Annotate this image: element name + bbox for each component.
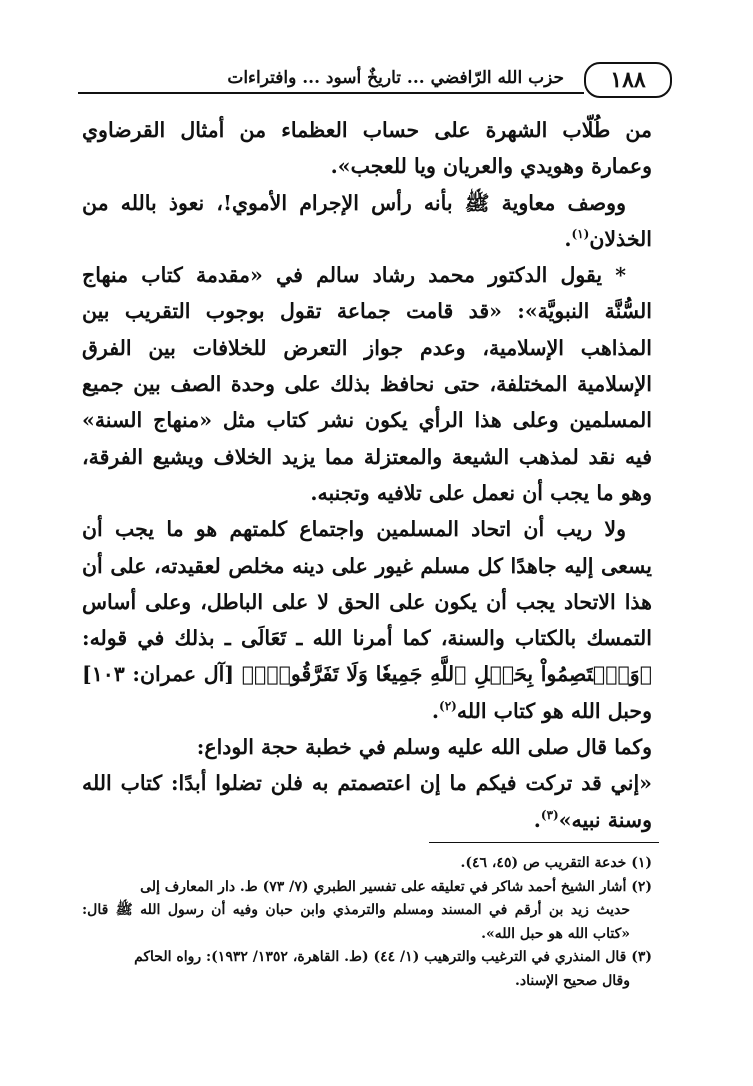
main-text xyxy=(82,112,652,838)
footnote-1: (١) خدعة التقريب ص (٤٥، ٤٦). xyxy=(460,855,652,871)
footnote-3: (٣) قال المنذري في الترغيب والترهيب (١/ ٤٤) (ط. القاهرة، ١٣٥٢/ ١٩٣٢): رواه الحاكم xyxy=(134,949,652,965)
paragraph-6-end: . xyxy=(533,807,541,832)
paragraph-2-end: . xyxy=(564,226,572,251)
footnote-ref-2: (٢) xyxy=(439,698,457,713)
paragraph-4 xyxy=(82,511,652,729)
paragraph-4-end: . xyxy=(431,698,439,723)
paragraph-1: من طُلّاب الشهرة على حساب العظماء من أمثال القرضاوي وعمارة وهويدي والعريان ويا للعجب». xyxy=(82,118,652,179)
paragraph-4-text: ولا ريب أن اتحاد المسلمين واجتماع كلمتهم هو ما يجب أن يسعى إليه جاهدًا كل مسلم غيور على دينه مخلص لعقيدته، على أن هذا الاتحاد يجب أن يكون على الحق لا على الباطل، وعلى أساس التمسك بالكتاب والسنة، كما أمرنا الله ـ تَعَالَى ـ بذلك في قوله: ﴿وَٱعۡتَصِمُواْ بِحَبۡلِ ٱللَّهِ جَمِيعٗا وَلَا تَفَرَّقُواْۚ﴾ [آل عمران: ١٠٣] وحبل الله هو كتاب الله xyxy=(82,517,652,723)
header-rule xyxy=(78,92,584,94)
footnote-ref-1: (١) xyxy=(571,227,590,242)
paragraph-6-text: «إني قد تركت فيكم ما إن اعتصمتم به فلن تضلوا أبدًا: كتاب الله وسنة نبيه» xyxy=(82,771,652,832)
footnote-2: (٢) أشار الشيخ أحمد شاكر في تعليقه على تفسير الطبري (٧/ ٧٣) ط. دار المعارف إلى xyxy=(140,878,652,895)
paragraph-2-text: ووصف معاوية ﷺ بأنه رأس الإجرام الأموي!، نعوذ بالله من الخذلان xyxy=(82,190,652,251)
paragraph-3: * يقول الدكتور محمد رشاد سالم في «مقدمة كتاب منهاج السُّنَّة النبويَّة»: «قد قامت جماعة تقول بوجوب التقريب بين المذاهب الإسلامية، وعدم جواز التعرض للخلافات بين الفرق الإسلامية المختلفة، حتى نحافظ بذلك على وحدة الصف بين جميع المسلمين وعلى هذا الرأي يكون نشر كتاب مثل «منهاج السنة» فيه نقد لمذهب الشيعة والمعتزلة مما يزيد الخلاف ويشيع الفرقة، وهو ما يجب أن نعمل على تلافيه وتجنبه. xyxy=(82,263,652,505)
footnote-3-continuation: وقال صحيح الإسناد. xyxy=(514,972,630,989)
footnote-separator xyxy=(429,842,659,843)
paragraph-5: وكما قال صلى الله عليه وسلم في خطبة حجة الوداع: xyxy=(196,735,652,760)
page-header xyxy=(78,62,664,94)
paragraph-6 xyxy=(82,765,652,838)
footnotes xyxy=(82,852,652,993)
running-header-title: حزب الله الرّافضي ... تاريخٌ أسود ... وافتراءات xyxy=(227,68,564,88)
footnote-ref-3: (٣) xyxy=(540,807,559,822)
paragraph-2 xyxy=(82,185,652,258)
page-number: ١٨٨ xyxy=(584,62,672,98)
footnote-2-continuation: حديث زيد بن أرقم في المسند ومسلم والترمذي وابن حبان وفيه أن رسول الله ﷺ قال: «كتاب الله هو حبل الله». xyxy=(82,902,630,942)
